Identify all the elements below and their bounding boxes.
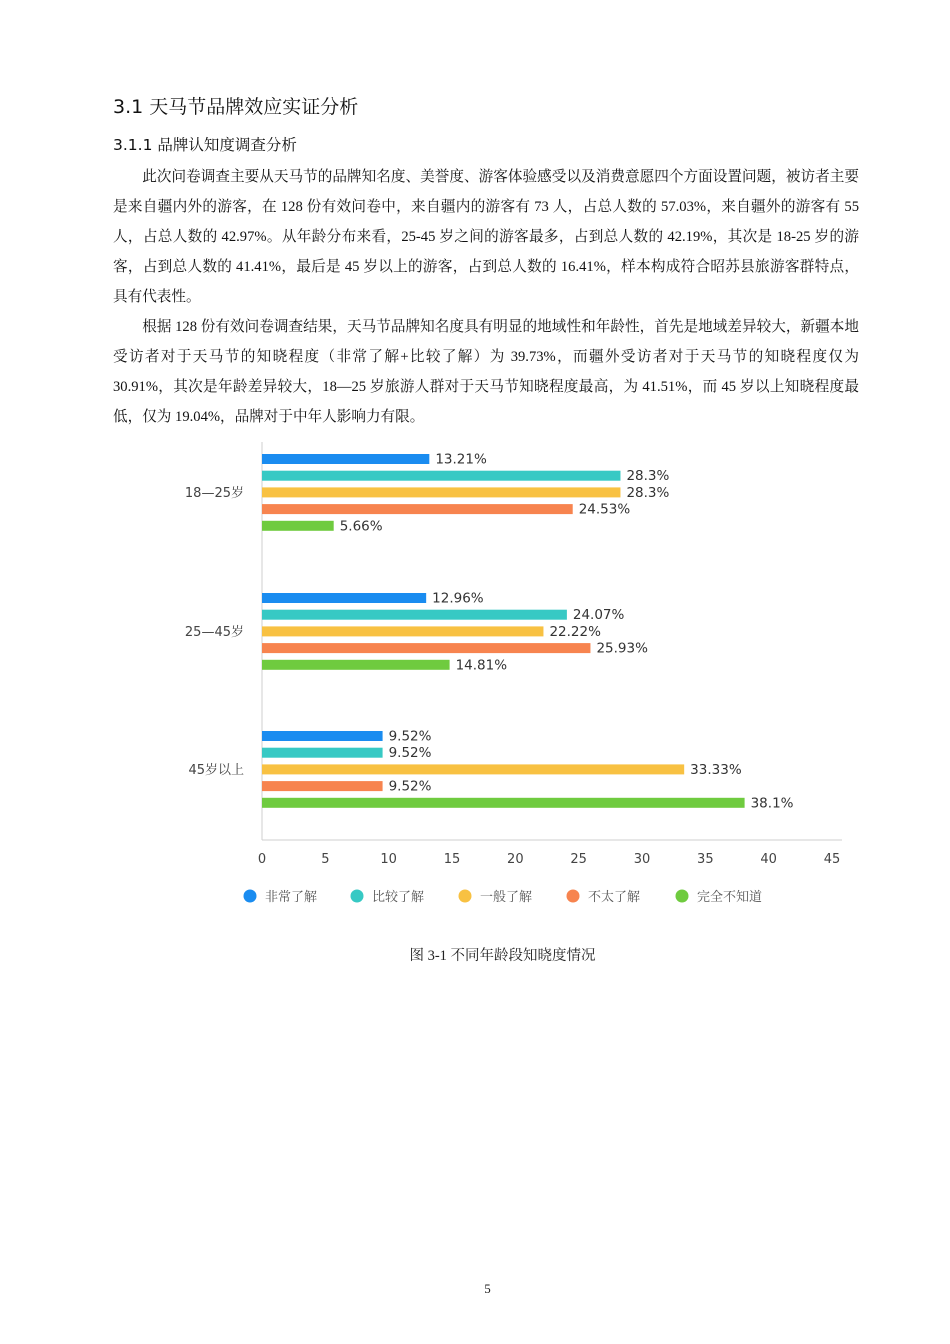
- category-label: 18—25岁: [184, 485, 244, 501]
- data-label: 33.33%: [690, 761, 742, 778]
- category-label: 25—45岁: [184, 624, 244, 640]
- bar: [262, 660, 450, 670]
- bar: [262, 781, 383, 791]
- x-tick-label: 0: [257, 852, 267, 867]
- data-label: 28.3%: [626, 484, 670, 501]
- data-label: 9.52%: [388, 728, 432, 745]
- bar: [262, 798, 745, 808]
- legend-marker: [567, 890, 580, 903]
- data-label: 24.07%: [572, 607, 625, 624]
- bar: [262, 593, 426, 603]
- data-label: 5.66%: [339, 518, 383, 535]
- category-label: 45岁以上: [188, 762, 244, 778]
- bar: [262, 764, 684, 774]
- legend-marker: [676, 890, 689, 903]
- bar: [262, 626, 543, 636]
- legend-marker: [351, 890, 364, 903]
- x-tick-label: 45: [823, 852, 841, 867]
- bar: [262, 487, 620, 497]
- legend-label: 一般了解: [480, 890, 533, 905]
- legend-label: 不太了解: [588, 890, 641, 905]
- bar: [262, 610, 567, 620]
- bar: [262, 748, 383, 758]
- paragraph-2: 根据 128 份有效问卷调查结果，天马节品牌知名度具有明显的地域性和年龄性，首先是地域差异较大，新疆本地受访者对于天马节的知晓程度（非常了解+比较了解）为 39.73%，而疆外受访者对于天马节的知晓程度仅为 30.91%，其次是年龄差异较大，18—25 岁旅游人群对于天马节知晓程度最高，为 41.51%，而 45 岁以上知晓程度最低，仅为 19.04%，品牌对于中年人影响力有限。: [113, 319, 859, 425]
- bar: [262, 504, 573, 514]
- legend-label: 完全不知道: [697, 890, 763, 905]
- legend-marker: [244, 890, 257, 903]
- data-label: 13.21%: [435, 451, 487, 468]
- figure-caption: 图 3-1 不同年龄段知晓度情况: [409, 948, 596, 964]
- legend-marker: [459, 890, 472, 903]
- page-number: 5: [484, 1281, 491, 1296]
- data-label: 9.52%: [388, 745, 432, 762]
- awareness-bar-chart: [150, 440, 850, 920]
- paragraph-1: 此次问卷调查主要从天马节的品牌知名度、美誉度、游客体验感受以及消费意愿四个方面设置问题，被访者主要是来自疆内外的游客，在 128 份有效问卷中，来自疆内的游客有 73 人，占总人数的 57.03%，来自疆外的游客有 55 人，占总人数的 42.97%。从年龄分布来看，25-45 岁之间的游客最多，占到总人数的 42.19%，其次是 18-25 岁的游客，占到总人数的 41.41%，最后是 45 岁以上的游客，占到总人数的 16.41%，样本构成符合昭苏县旅游客群特点，具有代表性。: [113, 169, 859, 305]
- data-label: 14.81%: [455, 657, 508, 674]
- bar: [262, 454, 429, 464]
- x-tick-label: 35: [697, 852, 714, 867]
- bar: [262, 643, 590, 653]
- x-tick-label: 40: [760, 852, 777, 867]
- subsection-title: 3.1.1 品牌认知度调查分析: [113, 136, 297, 154]
- data-label: 28.3%: [626, 468, 670, 485]
- bar: [262, 521, 334, 531]
- legend-label: 非常了解: [265, 890, 318, 905]
- x-tick-label: 5: [321, 852, 330, 867]
- x-tick-label: 30: [633, 852, 651, 867]
- data-label: 12.96%: [432, 590, 484, 607]
- data-label: 24.53%: [578, 501, 631, 518]
- section-title: 3.1 天马节品牌效应实证分析: [113, 96, 359, 118]
- data-label: 25.93%: [596, 640, 648, 657]
- data-label: 9.52%: [388, 778, 432, 795]
- data-label: 22.22%: [549, 623, 601, 640]
- x-tick-label: 20: [507, 852, 524, 867]
- bar: [262, 471, 620, 481]
- data-label: 38.1%: [750, 795, 794, 812]
- x-tick-label: 10: [380, 852, 397, 867]
- legend-label: 比较了解: [372, 890, 425, 905]
- bar: [262, 731, 383, 741]
- x-tick-label: 25: [570, 852, 587, 867]
- x-tick-label: 15: [443, 852, 461, 867]
